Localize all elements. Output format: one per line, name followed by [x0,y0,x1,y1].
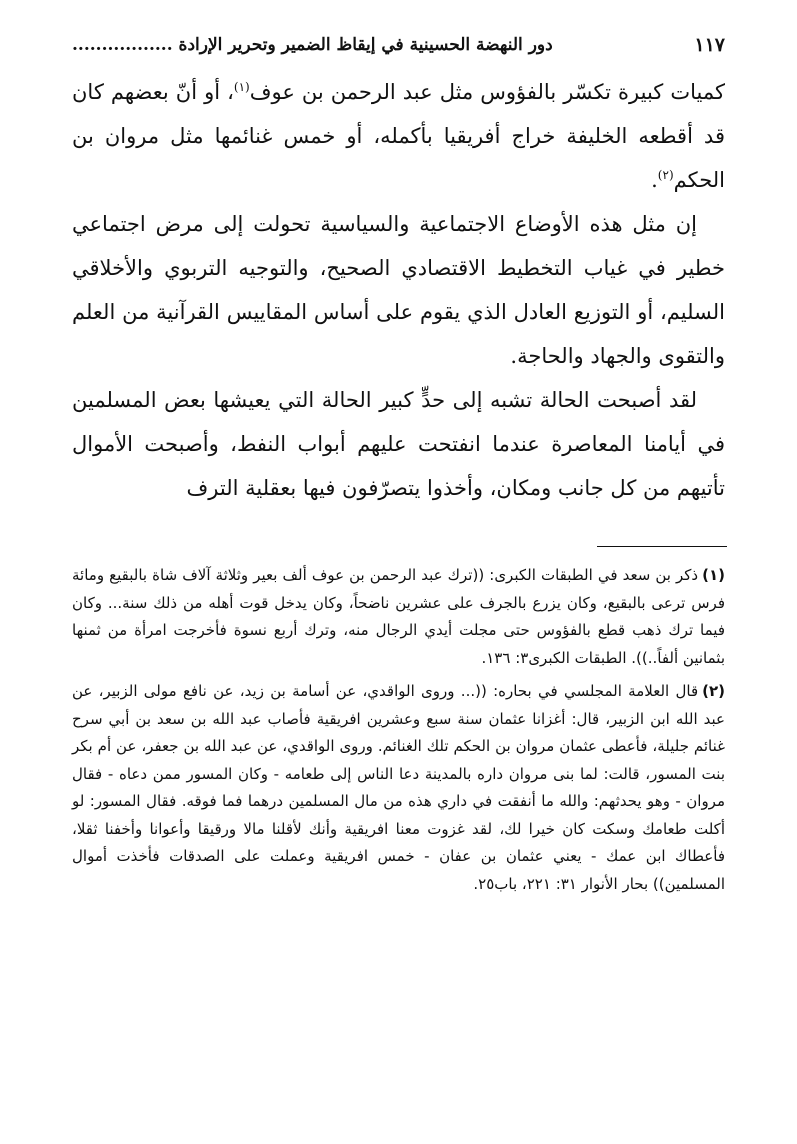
footnotes [72,562,725,904]
footnote-ref-1: (١) [233,80,250,94]
footnote-2 [72,678,725,898]
page-header [72,30,725,60]
footnote-2-text: قال العلامة المجلسي في بحاره: ((... وروى الواقدي، عن أسامة بن زيد، عن نافع مولى الزبير، عن عبد الله ابن الزبير، قال: أغزانا عثمان سنة سبع وعشرين افريقية فأصاب عبد الله بن سعد بن أبي سرح غنائم جليلة، فأعطى عثمان مروان بن الحكم تلك الغنائم. وروى الواقدي، عن عبد الله بن جعفر، عن أم بكر بنت المسور، قالت: لما بنى مروان داره بالمدينة دعا الناس إلى طعامه - وكان المسور ممن دعاه - فقال مروان - وهو يحدثهم: والله ما أنفقت في داري هذه من مال المسلمين درهما فما فوقه. فقال المسور: لو أكلت طعامك وسكت كان خيرا لك، لقد غزوت معنا افريقية وأنك لأقلنا مالا ورقيقا وأعوانا وأخفنا ثقلا، فأعطاك ابن عمك - يعني عثمان بن عفان - خمس افريقية وعملت على الصدقات فأخذت أموال المسلمين)) بحار الأنوار ٣١: ٢٢١، باب٢٥. [72,682,725,893]
footnote-1-text: ذكر بن سعد في الطبقات الكبرى: ((ترك عبد الرحمن بن عوف ألف بعير وثلاثة آلاف شاة بالبقيع ومائة فرس ترعى بالبقيع، وكان يزرع بالجرف على عشرين ناضحاً، وكان يدخل قوت أهله من ذلك سنة... وكان فيما ترك ذهب قطع بالفؤوس حتى مجلت أيدي الرجال منه، وترك أربع نسوة فأخرجت امرأة من ثمنها بثمانين ألفاً..)). الطبقات الكبرى٣: ١٣٦. [72,566,725,667]
paragraph-1 [72,70,725,202]
main-text [72,70,725,510]
footnote-1-number: (١) [702,566,725,584]
paragraph-1-text-a: كميات كبيرة تكسّر بالفؤوس مثل عبد الرحمن بن عوف [249,80,725,104]
footnote-separator [597,546,727,547]
page-number: ١١٧ [694,34,725,56]
running-title: دور النهضة الحسينية في إيقاظ الضمير وتحرير الإرادة ................. [72,35,553,55]
footnote-ref-2: (٢) [657,168,674,182]
paragraph-1-text-b: ، أو أنّ بعضهم كان قد أقطعه الخليفة خراج أفريقيا بأكمله، أو خمس غنائمها مثل مروان بن الحكم [72,80,725,192]
paragraph-1-text-c: . [651,168,658,192]
paragraph-3: لقد أصبحت الحالة تشبه إلى حدٍّ كبير الحالة التي يعيشها بعض المسلمين في أيامنا المعاصرة عندما انفتحت عليهم أبواب النفط، وأصبحت الأموال تأتيهم من كل جانب ومكان، وأخذوا يتصرّفون فيها بعقلية الترف [72,388,725,500]
paragraph-2: إن مثل هذه الأوضاع الاجتماعية والسياسية تحولت إلى مرض اجتماعي خطير في غياب التخطيط الاقتصادي الصحيح، والتوجيه التربوي والأخلاقي السليم، أو التوزيع العادل الذي يقوم على أساس المقاييس القرآنية من العلم والتقوى والجهاد والحاجة. [72,212,725,368]
footnote-1 [72,562,725,672]
footnote-2-number: (٢) [702,682,725,700]
